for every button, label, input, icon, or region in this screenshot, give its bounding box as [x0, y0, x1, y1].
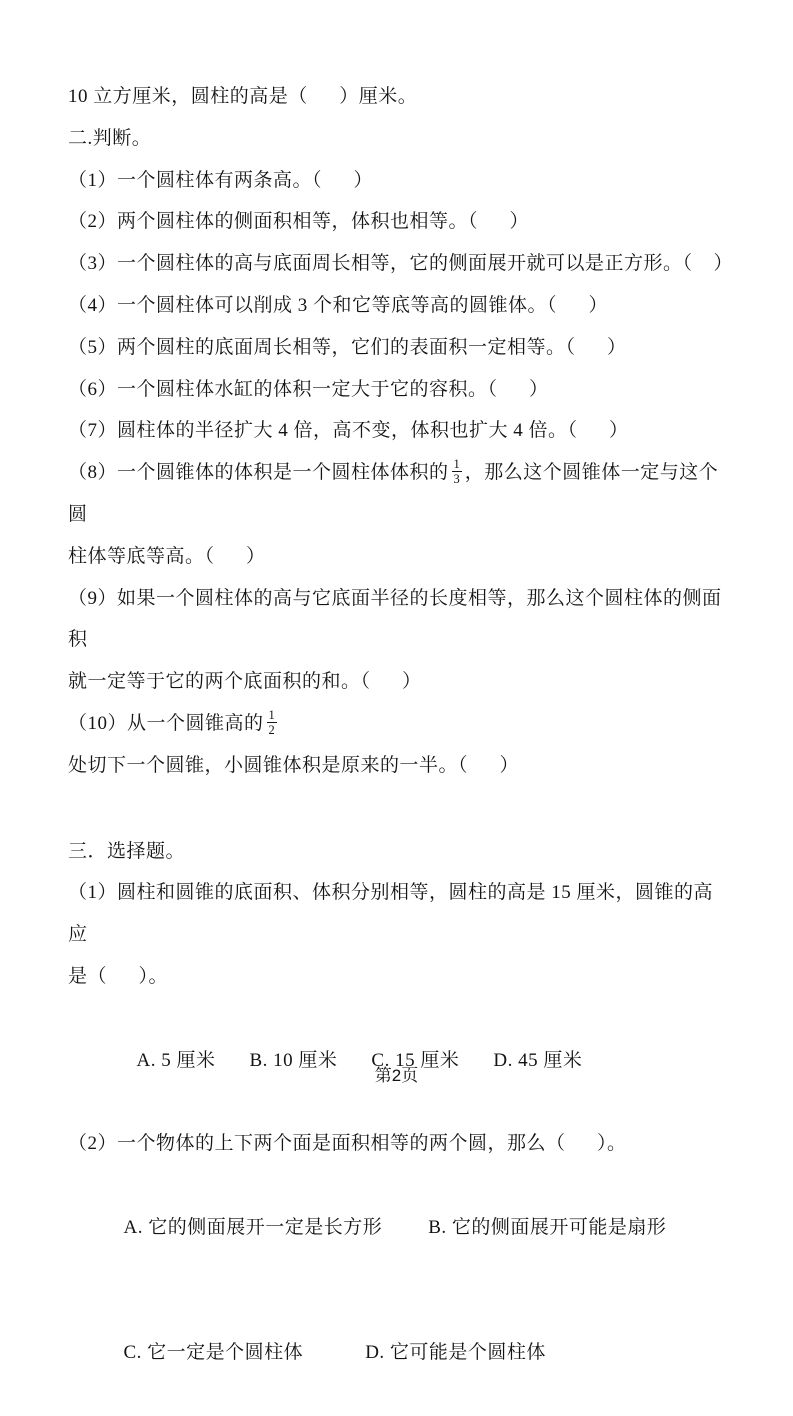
fraction-one-half: [267, 708, 277, 738]
judgment-item-2: （2）两个圆柱体的侧面积相等，体积也相等。（ ）: [68, 211, 530, 233]
judgment-item-5: （5）两个圆柱的底面周长相等，它们的表面积一定相等。（ ）: [68, 336, 627, 358]
judgment-item-10: [68, 703, 730, 787]
choice-q1-option-b: B. 10 厘米: [249, 1049, 338, 1071]
judgment-item-8-pre: （8）一个圆锥体的体积是一个圆柱体体积的: [68, 462, 449, 484]
judgment-item-9-continuation: 就一定等于它的两个底面积的和。（ ）: [68, 671, 422, 693]
section2-heading: 二.判断。: [68, 127, 152, 149]
fraction-one-third: [452, 457, 462, 487]
choice-q2-option-b: B. 它的侧面展开可能是扇形: [428, 1216, 667, 1238]
fraction-numerator: 1: [268, 707, 275, 722]
choice-q2-option-c: C. 它一定是个圆柱体: [123, 1342, 304, 1364]
choice-q2-option-d: D. 它可能是个圆柱体: [365, 1342, 546, 1364]
choice-q2-option-a: A. 它的侧面展开一定是长方形: [123, 1216, 383, 1238]
section3-heading: 三．选择题。: [68, 840, 186, 862]
worksheet-content: [68, 76, 734, 1416]
judgment-item-8-continuation: 柱体等底等高。（ ）: [68, 545, 266, 567]
choice-q2-options-row2: [68, 1290, 730, 1415]
choice-q1-continuation: 是（ ）。: [68, 965, 169, 987]
choice-q1-text: （1）圆柱和圆锥的底面积、体积分别相等，圆柱的高是 15 厘米，圆锥的高应: [68, 882, 714, 946]
fraction-denominator: 3: [453, 472, 460, 487]
judgment-item-8-post: ，那么这个圆锥体一定与这个圆: [68, 462, 719, 525]
judgment-item-10-post: 处切下一个圆锥，小圆锥体积是原来的一半。（ ）: [68, 754, 520, 776]
fraction-denominator: 2: [268, 723, 275, 738]
judgment-item-7: （7）圆柱体的半径扩大 4 倍，高不变，体积也扩大 4 倍。（ ）: [68, 420, 629, 442]
judgment-item-9: （9）如果一个圆柱体的高与它底面半径的长度相等，那么这个圆柱体的侧面积: [68, 587, 722, 651]
choice-q2-text: （2）一个物体的上下两个面是面积相等的两个圆，那么（ ）。: [68, 1133, 627, 1155]
choice-q1-option-a: A. 5 厘米: [136, 1049, 216, 1071]
judgment-item-4: （4）一个圆柱体可以削成 3 个和它等底等高的圆锥体。（ ）: [68, 294, 609, 316]
fraction-numerator: 1: [453, 456, 460, 471]
judgment-item-6: （6）一个圆柱体水缸的体积一定大于它的容积。（ ）: [68, 378, 549, 400]
judgment-item-3: （3）一个圆柱体的高与底面周长相等，它的侧面展开就可以是正方形。（ ）: [68, 253, 734, 275]
intro-continuation-line: 10 立方厘米，圆柱的高是（ ）厘米。: [68, 86, 418, 107]
choice-q1-option-c: C. 15 厘米: [371, 1049, 460, 1071]
judgment-item-8: [68, 452, 730, 536]
choice-q2-options-row1: [68, 1165, 730, 1290]
judgment-item-1: （1）一个圆柱体有两条高。（ ）: [68, 169, 374, 191]
choice-q1-option-d: D. 45 厘米: [493, 1049, 583, 1071]
judgment-item-10-pre: （10）从一个圆锥高的: [68, 712, 264, 734]
page-number: 第2页: [374, 1066, 419, 1085]
